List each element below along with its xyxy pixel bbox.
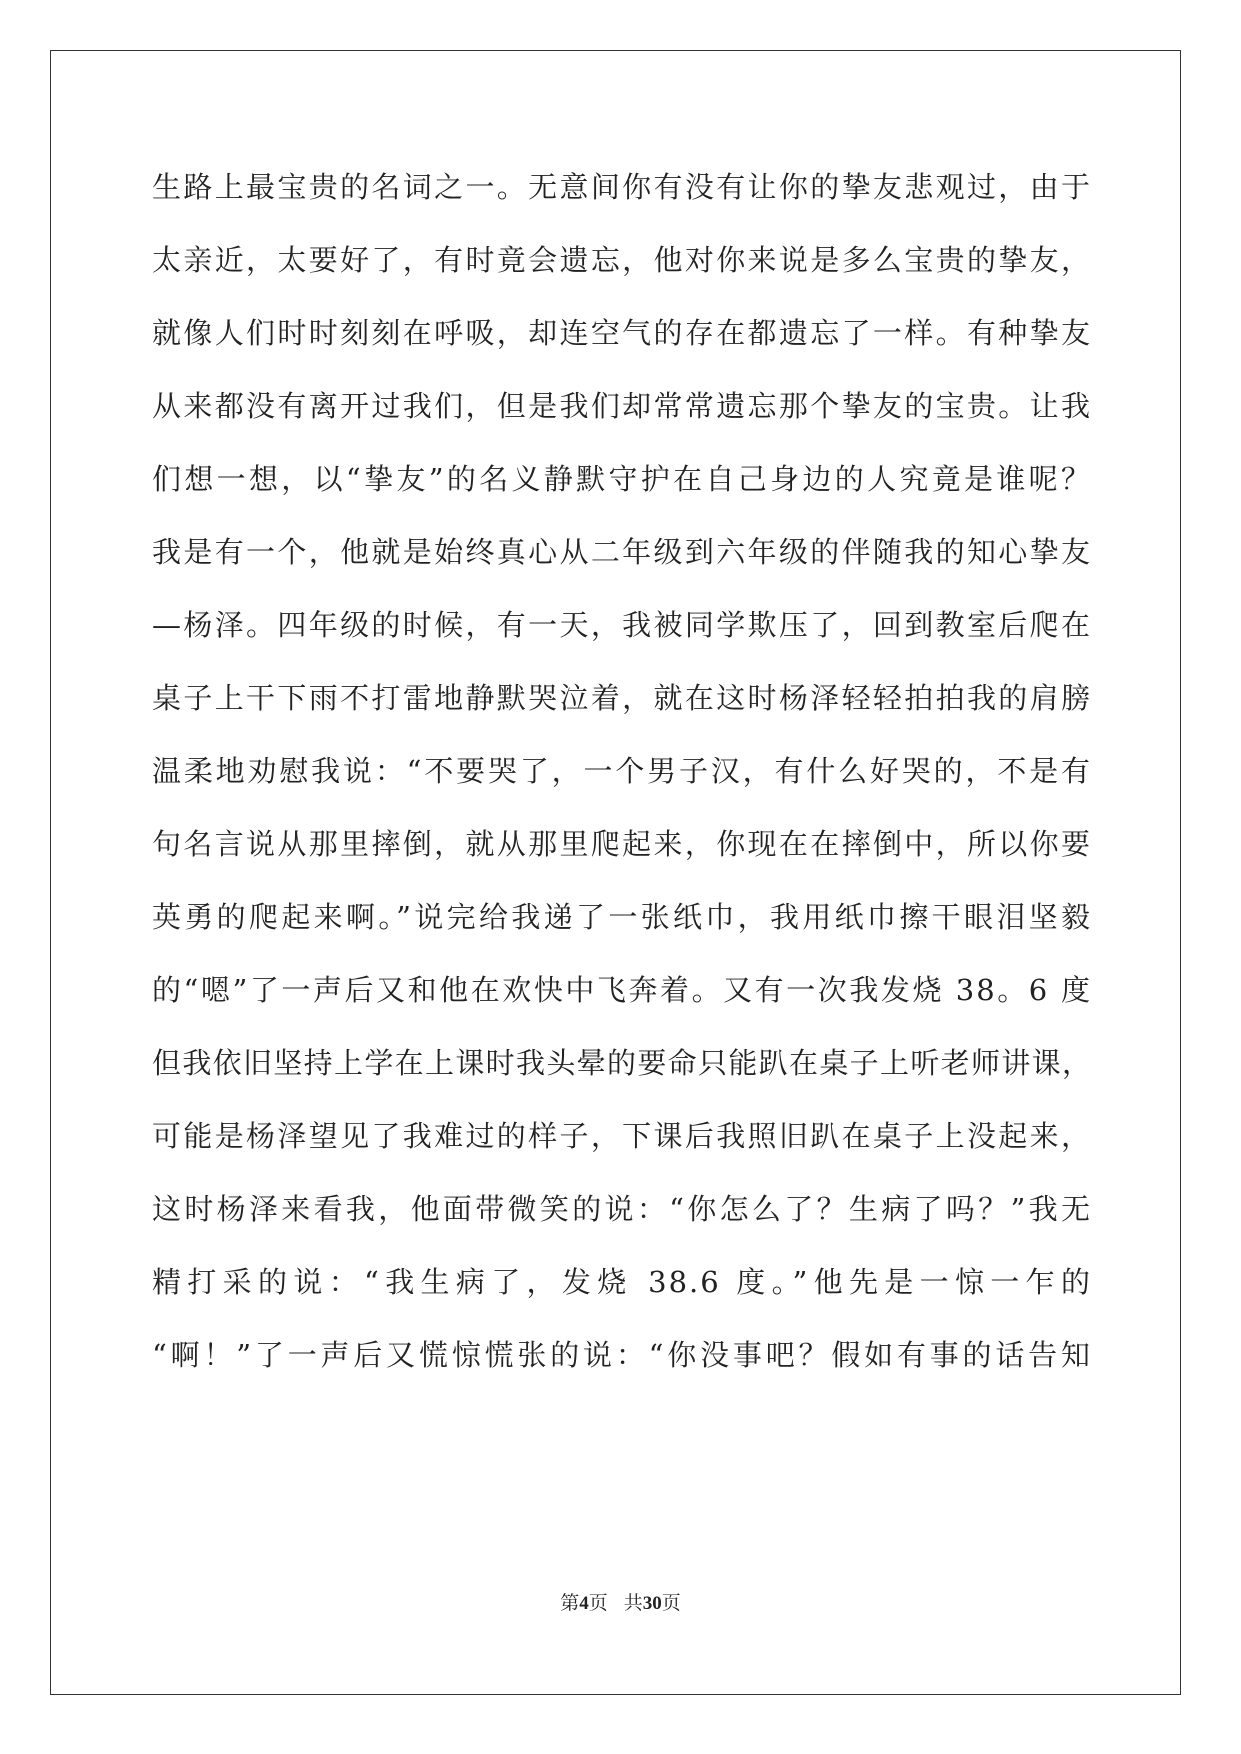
- text-line: 这时杨泽来看我，他面带微笑的说：“你怎么了？生病了吗？”我无: [152, 1192, 1092, 1226]
- page-suffix: 页: [588, 1593, 608, 1614]
- text-line: 从来都没有离开过我们，但是我们却常常遗忘那个挚友的宝贵。让我: [152, 389, 1092, 423]
- text-line: 太亲近，太要好了，有时竟会遗忘，他对你来说是多么宝贵的挚友，: [152, 243, 1092, 277]
- text-line: 句名言说从那里摔倒，就从那里爬起来，你现在在摔倒中，所以你要: [152, 827, 1092, 861]
- page-prefix: 第: [560, 1593, 580, 1614]
- text-line: 温柔地劝慰我说：“不要哭了，一个男子汉，有什么好哭的，不是有: [152, 754, 1092, 788]
- page-number: 4: [579, 1593, 589, 1614]
- page-border: [50, 50, 1181, 1695]
- text-line: 生路上最宝贵的名词之一。无意间你有没有让你的挚友悲观过，由于: [152, 170, 1092, 204]
- total-suffix: 页: [661, 1593, 681, 1614]
- text-line: 就像人们时时刻刻在呼吸，却连空气的存在都遗忘了一样。有种挚友: [152, 316, 1092, 350]
- text-line: “啊！”了一声后又慌惊慌张的说：“你没事吧？假如有事的话告知: [152, 1338, 1092, 1372]
- text-line: 桌子上干下雨不打雷地静默哭泣着，就在这时杨泽轻轻拍拍我的肩膀: [152, 681, 1092, 715]
- text-line: 但我依旧坚持上学在上课时我头晕的要命只能趴在桌子上听老师讲课，: [152, 1046, 1092, 1080]
- text-line: 我是有一个，他就是始终真心从二年级到六年级的伴随我的知心挚友: [152, 535, 1092, 569]
- text-line: 英勇的爬起来啊。”说完给我递了一张纸巾，我用纸巾擦干眼泪坚毅: [152, 900, 1092, 934]
- text-line: 们想一想，以“挚友”的名义静默守护在自己身边的人究竟是谁呢？: [152, 462, 1092, 496]
- text-line: 精打采的说：“我生病了，发烧 38.6 度。”他先是一惊一乍的: [152, 1265, 1092, 1299]
- page-footer: [0, 1588, 1241, 1615]
- text-line: —杨泽。四年级的时候，有一天，我被同学欺压了，回到教室后爬在: [152, 608, 1092, 642]
- text-line: 的“嗯”了一声后又和他在欢快中飞奔着。又有一次我发烧 38。6 度: [152, 973, 1092, 1007]
- total-prefix: 共: [623, 1593, 643, 1614]
- text-line: 可能是杨泽望见了我难过的样子，下课后我照旧趴在桌子上没起来，: [152, 1119, 1092, 1153]
- total-pages: 30: [642, 1593, 662, 1614]
